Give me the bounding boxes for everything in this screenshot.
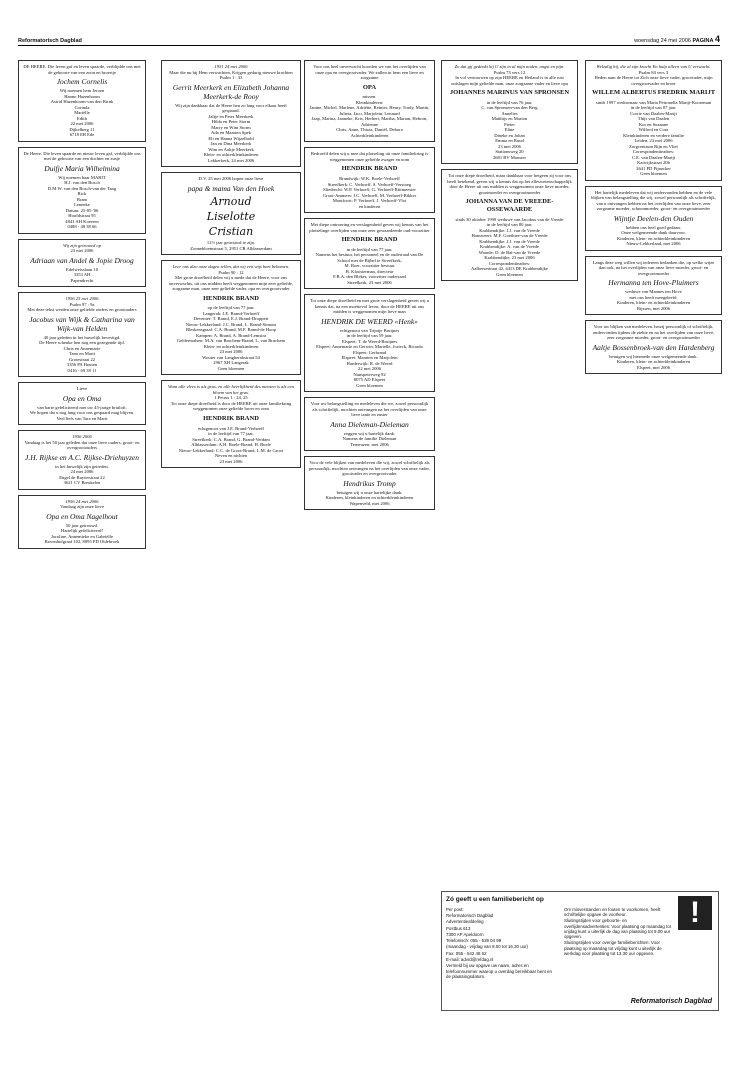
notice-line: Psalm 97 : 9a xyxy=(69,301,95,307)
notice-detail: 23 mei 2006 xyxy=(498,143,521,149)
notice-line: Voor ons heel onverwacht hoorden we van het overlijden van onze opa en overgrootvader. We zullen in hem een lieve en zorgzame xyxy=(313,64,426,80)
notice-detail: 23 mei 2006 xyxy=(219,458,243,464)
notice-line: Psalm 1 : 33 xyxy=(219,75,243,80)
notice-detail: Klein- en achterkleinkinderen xyxy=(203,152,259,157)
page-number: 4 xyxy=(714,34,720,45)
notice-detail: Streefkerk, 23 mei 2006 xyxy=(347,279,392,285)
notice-detail: 4841 AH Koeeren xyxy=(65,218,99,224)
column-3 xyxy=(304,60,435,515)
notice-name: Jacobus van Wijk & Catharina van Wijk-van Helden xyxy=(29,314,135,333)
notice-detail: Krabbendijke: J.J. van de Vreede xyxy=(479,227,540,233)
notice-detail: Hansweert: M.F. Goethiee-van de Vreede xyxy=(471,233,548,239)
notice-name: WILLEM ALBERTUS FREDRIK MARIJT xyxy=(591,89,716,96)
page-header xyxy=(18,34,720,46)
notice-detail: Emma en Ruud xyxy=(495,138,524,144)
notice-box xyxy=(18,239,146,288)
notice-detail: Hartelijk gefeliciteerd! xyxy=(61,528,103,533)
notice-detail: Astrid Hazenhoom-van den Brink xyxy=(50,99,114,104)
notice-detail: 6718 EB Ede xyxy=(69,132,95,137)
notice-detail: Sliedrecht: W.P. Verhoeff, G. Verhoeff-Rittmeester xyxy=(323,187,416,193)
notice-detail: Geen bloemen xyxy=(356,382,383,388)
notice-detail: Wapenveld, mei 2006 xyxy=(349,500,390,506)
notice-name: Adriaan van Andel & Jopie Droog xyxy=(30,255,134,265)
notice-detail: Aalbersestraat 42, 4413 DE Krabbendijke xyxy=(471,266,548,272)
notice-detail: in de leeftijd van 77 jaar. xyxy=(346,246,393,252)
notice-detail: 2967 XH Langerak xyxy=(213,360,249,366)
notice-box xyxy=(18,495,146,549)
ad-left-line: E-mail: advrd@refdag.nl xyxy=(446,957,494,963)
notice-name: Aaltje Bossenbroek-van den Hardenberg xyxy=(592,342,715,352)
notice-detail: Marry en Wim Storm xyxy=(211,124,251,130)
notice-line: Vandaag is het 50 jaar geleden dat onze lieve ouders, groot- en overgrootouders xyxy=(24,439,140,450)
notice-detail: Eline xyxy=(504,127,515,133)
notice-line: De Heere. Die leven spaarde en nieuw leven gaf, verblijdde ons met de geboorte van een dochter en zusje xyxy=(23,150,141,161)
notice-detail: Zorgcentrum Rijn en Vliet xyxy=(629,143,678,149)
notice-detail: Janine, Michel, Marlene, Adriëtte, Reinier, Henry, Trudy, Martin, Julieta, Jaco, Marjolein, Lennard xyxy=(309,105,430,116)
notice-detail: sinds 30 oktober 1990 weduwe van Jacobus van de Vreede xyxy=(455,216,564,222)
notice-detail: Klein- en achterkleinkinderen xyxy=(203,343,259,349)
notice-detail: 0488 - 48 38 66 xyxy=(67,224,97,229)
notice-detail: 50 jaar getrouwd. xyxy=(65,522,99,528)
notice-line: 1951 24 mei 2006 xyxy=(214,64,248,69)
notice-detail: 8075 AD Elspeet xyxy=(353,377,386,383)
notice-name: Opa en Oma Nagelhout xyxy=(46,511,118,521)
notice-detail: Chris en Annemarie xyxy=(63,345,101,351)
notice-detail: F.B.A. den Bleker, voorzitter ouderraad xyxy=(333,274,406,280)
notice-line: 23 mei 2006 xyxy=(70,248,94,253)
notice-detail: 22 mei 2006 xyxy=(358,366,381,372)
notice-line: Leer ons alzo onze dagen tellen, dat wij een wijs hart bekomen. xyxy=(172,264,290,270)
notice-name: OPA xyxy=(362,83,377,91)
notice-detail: Nieuw-Lekkerland, mei 2006 xyxy=(626,241,681,247)
handwritten-signature: Arnoud xyxy=(210,194,252,208)
notice-detail: Geen bloemen xyxy=(217,365,245,371)
notice-name: Wijntje Deelen-den Ouden xyxy=(613,213,694,223)
notice-detail: weduwe van Mannes ten Hove xyxy=(625,289,682,295)
notice-name: HENDRIK DE WEERD «Henk» xyxy=(321,316,418,326)
notice-detail: Nunspeterweg 92 xyxy=(353,371,386,377)
notice-box xyxy=(441,169,578,281)
notice-name: HENDRIK BRAND xyxy=(203,414,259,422)
ad-right-line: Om misverstanden en fouten te voorkomen, heeft schriftelijke opgave de voorkeur. xyxy=(564,906,661,918)
notice-detail: Edith xyxy=(77,115,87,121)
notice-line: Maar die nu bij Hem verwachten, Krijgen gedurig nieuwe krachten xyxy=(169,69,293,75)
notice-detail: betuigen wij hiermede onze welgemeende dank. xyxy=(609,353,698,359)
notice-detail: Edelweisslaan 10 xyxy=(65,266,99,272)
notice-detail: Ada en Maarten Spek xyxy=(211,130,251,135)
notice-detail: Kinderen, klein- en achterkleinkinderen xyxy=(616,300,691,306)
notice-detail: Alblasserdam: A.H. Boele-Brand, H. Boele xyxy=(191,442,271,448)
notice-detail: 3356 PA Houten xyxy=(66,362,98,367)
notice-detail: echtgenoot van Trijntje Bruijnes xyxy=(339,327,400,333)
notice-detail: Namens het bestuur, het personeel en de ouderraad van De School met de Bijbel te Streefkerk, xyxy=(315,252,424,263)
notice-detail: Veel liefs van Tara en Marit xyxy=(56,415,108,421)
notice-detail: 23 mei 2006 xyxy=(219,349,243,355)
notice-name: HENDRIK BRAND xyxy=(203,294,259,302)
notice-detail: 3353 AH xyxy=(73,272,91,277)
notice-detail: C.E. van Daalen-Marijt xyxy=(631,154,676,160)
notice-detail: hebben ons heel goed gedaan. xyxy=(626,224,681,230)
notice-line: In vol vertrouwen op zijn HEERE en Heiland is in alle rust ontslagen mijn geliefde man, onze zorgzame vader en lieve opa xyxy=(451,75,568,86)
notice-detail: Lekkerkerk, 24 mei 2006 xyxy=(207,157,255,163)
notice-detail: Leiden, 23 mei 2006 xyxy=(634,138,673,144)
notice-box xyxy=(18,382,146,425)
ad-left-column xyxy=(446,907,556,980)
notice-line: D.V. 25 mei 2006 hopen onze lieve xyxy=(198,176,264,181)
notice-detail: Papendrecht xyxy=(70,277,94,283)
notice-detail: Matthijs en Marion xyxy=(491,116,528,122)
ad-left-line: Fax: 055 - 542 48 62 xyxy=(446,950,487,956)
notice-detail: 24 mei 2006 xyxy=(70,469,94,474)
notice-line: Wij zijn getrouwd op xyxy=(63,242,101,248)
ad-left-line: (maandag - vrijdag van 8.00 tot 16.30 uur) xyxy=(446,944,529,950)
notice-detail: Kleinkinderen en verdere familie xyxy=(623,132,684,138)
notice-detail: Jan en Dina Meerkerk xyxy=(210,141,252,146)
notice-detail: Datum: 25-05-'06 xyxy=(65,207,99,213)
notice-line: Langs deze weg willen wij iedereen bedanken die, op welke wijze dan ook, na het overlijden van onze lieve moeder, groot- en overgrootmoeder xyxy=(592,259,715,276)
notice-detail: met ons heeft meegeleefd. xyxy=(629,294,678,300)
notice-box xyxy=(585,186,722,251)
notice-detail: Lenneke xyxy=(74,202,90,207)
notice-detail: Streefkerk: C.A. Brand, G. Brand-Verdam xyxy=(192,436,270,442)
notice-detail: Groot-Ammers: J.C. Verhoeff, M. Verhoeff-Bikker xyxy=(322,192,417,198)
notice-line: 1956 24 mei 2006 xyxy=(65,498,99,504)
paper-logo: Reformatorisch Dagblad xyxy=(630,997,712,1005)
notice-detail: Deventer: T. Brand, E.J. Brand-Droppert xyxy=(193,316,269,322)
notice-detail: Elspeet, mei 2006 xyxy=(636,364,671,370)
notice-detail: Wij noemen hem Jeroen xyxy=(59,88,105,93)
ad-right-line: Sluitingstijden voor geboorte- en overlijdensadvertenties: Voor plaatsing op maandag tot vrijdag kunt u uiterlijk de dag van plaatsing tot 9.00 uur opgeven. xyxy=(564,918,671,940)
notice-detail: Kleinkinderen: xyxy=(355,99,384,105)
notice-detail: Grotestraat 22 xyxy=(68,356,96,362)
notice-detail: Corinda xyxy=(74,104,90,110)
notice-box xyxy=(18,60,146,142)
notice-detail: Jaltje en Peter Meerkerk xyxy=(208,113,254,119)
notice-detail: Dineke en Johan xyxy=(494,132,525,138)
notice-detail: in de leeftijd van 87 jaar. xyxy=(630,105,677,111)
notice-detail: Krabbendijke, 23 mei 2006 xyxy=(484,255,535,261)
notice-detail: Terneuzen, mei 2006 xyxy=(350,441,389,447)
notice-detail: en kinderen xyxy=(358,203,381,209)
notice-detail: in de leeftijd van 77 jaar. xyxy=(208,431,254,437)
notice-line: Vandaag zijn onze lieve xyxy=(60,504,104,509)
notice-detail: Wij zijn dankbaar dat de Heere hen zo lang voor elkaar heeft gespaard. xyxy=(175,102,287,113)
notice-detail: op de leeftijd van 77 jaar. xyxy=(207,305,255,311)
notice-line: Met diepe ontroering en verslagenheid geven wij kennis van het plotselinge overlijden van onze zeer gewaardeerde oud-voorzitter xyxy=(309,222,430,233)
notice-detail: Wim en Aaltje Meerkerk xyxy=(208,146,254,152)
ad-title: Zó geeft u een familiebericht op xyxy=(446,896,544,903)
notice-detail: Stationsweg 20 xyxy=(495,149,524,155)
notice-box xyxy=(304,147,435,213)
notice-detail: Achterkleinkinderen xyxy=(350,132,389,138)
notice-box xyxy=(161,172,301,255)
ad-left-line: Vermeld bij uw opgave uw naam, adres en telefoonnummer waarop u overdag bereikbaar bent en de plaatsingsdatum. xyxy=(446,963,552,979)
ad-right-line: Sluitingstijden voor overige familieberichten: Voor plaatsing op maandag tot vrijdag kunt u uiterlijk de werkdag voor plaatsing tot 13.30 uur opgeven. xyxy=(564,940,662,957)
notice-detail: Waarde: D. de Bat-van de Vreede xyxy=(478,249,541,255)
notice-name: JOHANNES MARINUS VAN SPRONSEN xyxy=(449,89,570,96)
notice-detail: De Heere schenke hen nog een gezegende tijd. xyxy=(39,340,125,345)
notice-detail: Kor en Suzanne xyxy=(638,121,669,127)
notice-detail: Nieuw-Lekkerland: J.C. Brand, L. Brand-Simons xyxy=(185,321,277,327)
notice-detail: Kinderen, kleinkinderen en achterkleinkinderen xyxy=(325,495,414,501)
notice-name: J.H. Rijkse en A.C. Rijkse-Driehuyzen xyxy=(25,452,139,462)
notice-name: HENDRIK BRAND xyxy=(341,236,398,244)
notice-detail: Namens de familie Dieleman xyxy=(342,436,397,442)
notice-box xyxy=(18,430,146,490)
notice-box xyxy=(304,218,435,289)
notice-line: Bedroefd delen wij u mee dat plotseling uit onze familiekring is weggenomen onze geliefde zwager en oom xyxy=(310,151,429,162)
notice-detail: 12½ jaar getrouwd te zijn. xyxy=(206,240,256,246)
notice-detail: 40 jaar geleden in het huwelijk bevestigd. xyxy=(43,334,121,340)
ad-left-line: Reformatorisch Dagblad xyxy=(446,913,494,919)
notice-detail: Hanno Hazenhoom xyxy=(64,93,100,99)
notice-line: Tot onze diepe droefheid, maar dankbaar voor hetgeen zij voor ons heeft betekend, geven wij u kennis dat op het alleswetenschappelijk door de Heere uit ons midden is weggenomen onze lieve moeder, grootmoeder en overgrootmoeder xyxy=(447,173,572,195)
pagina-label: PAGINA xyxy=(692,38,714,45)
notice-box xyxy=(18,147,146,234)
notice-detail: Bram xyxy=(76,196,88,202)
page-info xyxy=(634,35,720,45)
notice-line: 1956 2006 xyxy=(72,434,92,439)
notice-detail: Krabbendijke: A. van de Vreede xyxy=(480,244,539,250)
notice-detail: Bleskensgraaf: C.A. Brand, M.F. Brand-de Hoop xyxy=(186,327,276,333)
notice-line: Voor uw blijken van medeleven, hetzij persoonlijk of schriftelijk, ondervonden tijdens de ziekte en na het overlijden van onze lieve, zeer zorgzame moeder, groot- en overgrootmoeder xyxy=(592,324,715,341)
notice-detail: 0416 - 69 39 11 xyxy=(67,367,97,373)
notice-detail: Bovenhofgraaf 102, 8095 PD Oldebroek xyxy=(44,539,120,544)
ad-columns xyxy=(446,907,714,980)
notice-detail: Wij noemen haar MARIT xyxy=(58,174,106,180)
notice-detail: betuigen wij u onze hartelijke dank. xyxy=(336,489,403,495)
notice-name: Anna Dieleman-Dieleman xyxy=(330,419,409,429)
notice-name: Duifje Maria Wilhelmina xyxy=(44,163,120,173)
notice-name: papa & mama Van den Hoek xyxy=(187,183,275,193)
notice-line: Psalm 90 : 12 xyxy=(218,269,244,275)
notice-line: 1 Petrus 1 : 24, 25 xyxy=(214,395,248,401)
notice-detail: Corrie van Daalen-Marijt xyxy=(630,110,677,116)
column-5 xyxy=(585,60,722,379)
notice-detail: Hoofdstraat 95 xyxy=(68,213,96,218)
notice-line: Heden nam de Heere tot Zich onze lieve vader, grootvader, mijn overgrootvader en broer xyxy=(594,75,713,86)
notice-box xyxy=(304,456,435,510)
notice-detail: Engel de Ruyterstraat 22 xyxy=(59,474,105,480)
notice-detail: Kampen: A. Brand, A. Brand-Lemstra xyxy=(195,332,267,338)
notice-detail: Thijs van Daalen xyxy=(637,116,670,122)
notice-line: Tot onze diepe droefheid en met grote verslagenheid geven wij u kennis dat, na een moeitevol leven, door de HEERE uit ons midden is weggenomen mijn lieve man xyxy=(309,298,430,315)
column-1 xyxy=(18,60,146,554)
ad-left-line: Per post: xyxy=(446,906,464,912)
notice-detail: Elspeet: Gerbrand xyxy=(352,349,387,355)
notice-detail: Elspeet: T. de Weerd-Bruijnes xyxy=(342,338,397,344)
notice-name: Opa en Oma xyxy=(62,393,102,403)
notice-box xyxy=(304,294,435,392)
notice-detail: Wilfred en Cora xyxy=(638,127,669,133)
notice-box xyxy=(18,292,146,377)
notice-detail: Rijssen, mei 2006 xyxy=(636,305,671,311)
column-2 xyxy=(161,60,301,473)
notice-line: 1956 25 mei 2006 xyxy=(65,296,99,301)
notice-detail: Wouter van Langherakstraat 54 xyxy=(202,354,260,360)
notice-detail: Eli en Hanna Wijzelbold xyxy=(208,135,254,141)
notice-line: Lieve xyxy=(76,386,88,391)
notice-line: Want alle vlees is als gras, en alle heerlijkheid des mensen is als een bloem van het gras. xyxy=(168,384,294,395)
ad-left-line: 7300 AP Apeldoorn xyxy=(446,931,484,937)
notice-detail: in het huwelijk zijn getreden. xyxy=(55,463,109,469)
notice-detail: Pieter xyxy=(504,121,515,127)
notice-detail: Kinderen, klein- en achterkleinkinderen xyxy=(616,359,691,365)
notice-detail: Onze welgemeende dank daarvoor. xyxy=(621,230,686,236)
notice-detail: Krabbendijke: J.J. van de Vreede xyxy=(479,238,540,244)
notice-detail: Annelies xyxy=(501,110,518,116)
notice-detail: Dijkelberg 11 xyxy=(69,126,95,132)
paper-name: Reformatorisch Dagblad xyxy=(18,38,82,45)
notice-detail: Correspondentieadres: xyxy=(632,149,675,155)
notice-detail: missen. xyxy=(362,94,377,100)
notice-detail: in de leeftijd van 80 jaar. xyxy=(486,222,533,228)
notice-detail: Chris, Anne, Thirza, Daniël, Debora xyxy=(336,127,403,133)
notice-box xyxy=(161,380,301,468)
notice-box xyxy=(161,260,301,375)
notice-line: Zo dat gij gedenkt hij U zijn in al mijn noden, angst en pijn. xyxy=(454,64,565,69)
notice-box xyxy=(585,256,722,316)
handwritten-signature: Cristian xyxy=(208,224,254,238)
notice-line: DE HEERE. Die leven gaf en leven spaarde, verblijdde ons met de geboorte van een zoon en broertje xyxy=(23,64,141,75)
notice-detail: Kinderen, klein- en achterkleinkinderen xyxy=(616,235,691,241)
notice-detail: Neven en nichten xyxy=(214,453,248,459)
notice-detail: Mariëlle xyxy=(74,110,90,115)
notice-detail: in de leeftijd van 59 jaar. xyxy=(346,333,393,339)
ad-left-line: Telefonisch: 055 - 539 04 99 xyxy=(446,938,502,944)
notice-box xyxy=(161,60,301,167)
notice-detail: Hilda en Peter Storm xyxy=(211,119,251,124)
notice-detail: in de leeftijd van 76 jaar. xyxy=(486,99,533,105)
notice-detail: Harderwijk: R. de Weerd xyxy=(346,360,393,366)
notice-detail: H. Kloosterman, directeur xyxy=(345,268,394,274)
notice-detail: 3621 CV Breukelen xyxy=(63,480,101,485)
notice-line: Tot onze diepe droefheid is door de HEERE uit onze familiekring weggenomen onze geliefde broer en oom xyxy=(170,400,292,412)
column-4 xyxy=(441,60,578,286)
notice-box xyxy=(304,60,435,142)
notice-detail: 2641 PD Pijnacker xyxy=(636,165,671,171)
notice-detail: M. Boer, voorzitter bestuur xyxy=(344,263,395,269)
ad-left-line: Postbus 613 xyxy=(446,925,471,931)
info-advertisement xyxy=(441,891,719,1011)
notice-detail: Nieuw-Lekkerland: C.C. de Groot-Brand, L.M. de Groot xyxy=(178,447,284,453)
notice-detail: zeggen wij u hartelijk dank. xyxy=(343,430,396,436)
notice-box xyxy=(304,397,435,451)
notice-detail: Langerak: J.E. Brand-Verhoeff xyxy=(202,310,260,316)
notice-detail: Rick xyxy=(77,191,87,196)
notice-detail: Zonnebloemstraat 5, 2951 CR Alblasserdam xyxy=(190,245,272,251)
notice-line: Welzalig hij, die al zijn kracht En hulp alleen van U verwacht. xyxy=(596,64,711,69)
notice-detail: Elspeet: Maarten en Marjolein xyxy=(341,355,398,361)
notice-detail: Tano en Marit xyxy=(69,351,95,356)
notice-name: Hermanna ten Hove-Pluimers xyxy=(608,278,699,288)
notice-detail: echtgenoot van J.E. Brand-Verhoeff xyxy=(198,425,264,431)
notice-detail: Elspeet: Annemarie en Gerwin, Marielle, Jorieck, Ricardo xyxy=(316,344,423,350)
notice-detail: Geen bloemen xyxy=(640,171,667,177)
notice-line: Het hartelijk medeleven dat wij ondervonden hebben en de vele blijken van belangstelling die wij, zowel persoonlijk als schriftelijk, van u ontvangen hebben na het overlijden van onze lieve, zeer zorgzame moeder, schoonmoeder, groot- en overgrootmoeder xyxy=(591,189,716,212)
notice-detail: Brandwijk: W.K. Boele-Verhoeff xyxy=(339,176,400,182)
notice-line: Met grote droefheid delen wij u mede dat de Heere, voor ons onverwachts, uit ons midden heeft weggenomen mijn zeer geliefde, zorgzame man, onze zeer geliefde vader, opa en overgrootvader xyxy=(168,275,294,292)
notice-name: Jochem Cornelis xyxy=(56,77,108,86)
exclamation-icon: ! xyxy=(678,896,712,930)
handwritten-signature: Liselotte xyxy=(206,209,256,223)
notice-detail: 22 mei 2006 xyxy=(70,121,94,126)
notice-line: Voor uw belangstelling en medeleven die we, zowel persoonlijk als schriftelijk, mochten ontvangen na het overlijden van onze lieve tante en zuster xyxy=(310,401,429,418)
notice-detail: Montfoort: P. Verhoeff, J. Verhoeff-Vlot xyxy=(332,198,407,204)
notice-detail: Correspondentieadres: xyxy=(488,260,531,266)
notice-name: Hendrikus Tromp xyxy=(343,478,396,488)
notice-line: Voor de vele blijken van medeleven die wij, zowel schriftelijk als persoonlijk, mochten ontvangen na het overlijden van onze vader, grootvader en overgrootvader xyxy=(309,460,431,477)
notice-line: Psalm 84 vers 3 xyxy=(638,69,669,75)
notice-detail: 2681 BV Monster xyxy=(492,154,527,160)
notice-detail: Geen bloemen xyxy=(496,271,523,277)
notice-detail: Geldermalsen: M.A. van Bruchem-Brand, L. van Bruchem xyxy=(176,338,286,344)
notice-line: Met deze tekst werden onze geliefde ouders en grootouders xyxy=(27,307,137,312)
notice-name: HENDRIK BRAND xyxy=(341,165,398,173)
notice-line: Psalm 73 vers 12 xyxy=(493,69,526,75)
notice-name: Gerrit Meerkerk en Elizabeth Johanna Meerkerk-de Rooy xyxy=(172,82,290,101)
notice-detail: H.J. van den Bosch xyxy=(64,180,100,185)
notice-box xyxy=(585,60,722,181)
notice-detail: Streefkerk: C. Verhoeff, S. Verhoeff-Verstoeg xyxy=(327,181,412,187)
date: woensdag 24 mei 2006 xyxy=(634,38,691,45)
notice-box xyxy=(441,60,578,164)
notice-name: JOHANNA VAN DE VREEDE-OSSEWAARDE xyxy=(465,198,554,214)
ad-left-line: Advertentieafdeling xyxy=(446,919,484,925)
notice-box xyxy=(585,320,722,374)
notice-detail: Jacoline, Annemieke en Gabriëlle xyxy=(51,533,113,539)
notice-detail: sinds 1997 weduwnaar van Maria Petronella Marijt-Kooreman xyxy=(595,99,712,105)
notice-detail: C. van Spronsen-van den Berg xyxy=(481,105,538,111)
notice-detail: We hopen dat u nog lang voor ons gespaard mag blijven. xyxy=(29,410,135,415)
notice-detail: van harte gefeliciteerd met uw 45-jarige bruiloft. xyxy=(37,404,127,410)
notice-detail: D.M.W. van den Bosch-van der Tang xyxy=(47,185,117,191)
notice-detail: Katwijkstraat 20b xyxy=(637,160,670,166)
notice-detail: Jaap, Marina, Janneke, Kris, Herbert, Martha, Marian, Hebron, Adrienne xyxy=(311,116,428,127)
